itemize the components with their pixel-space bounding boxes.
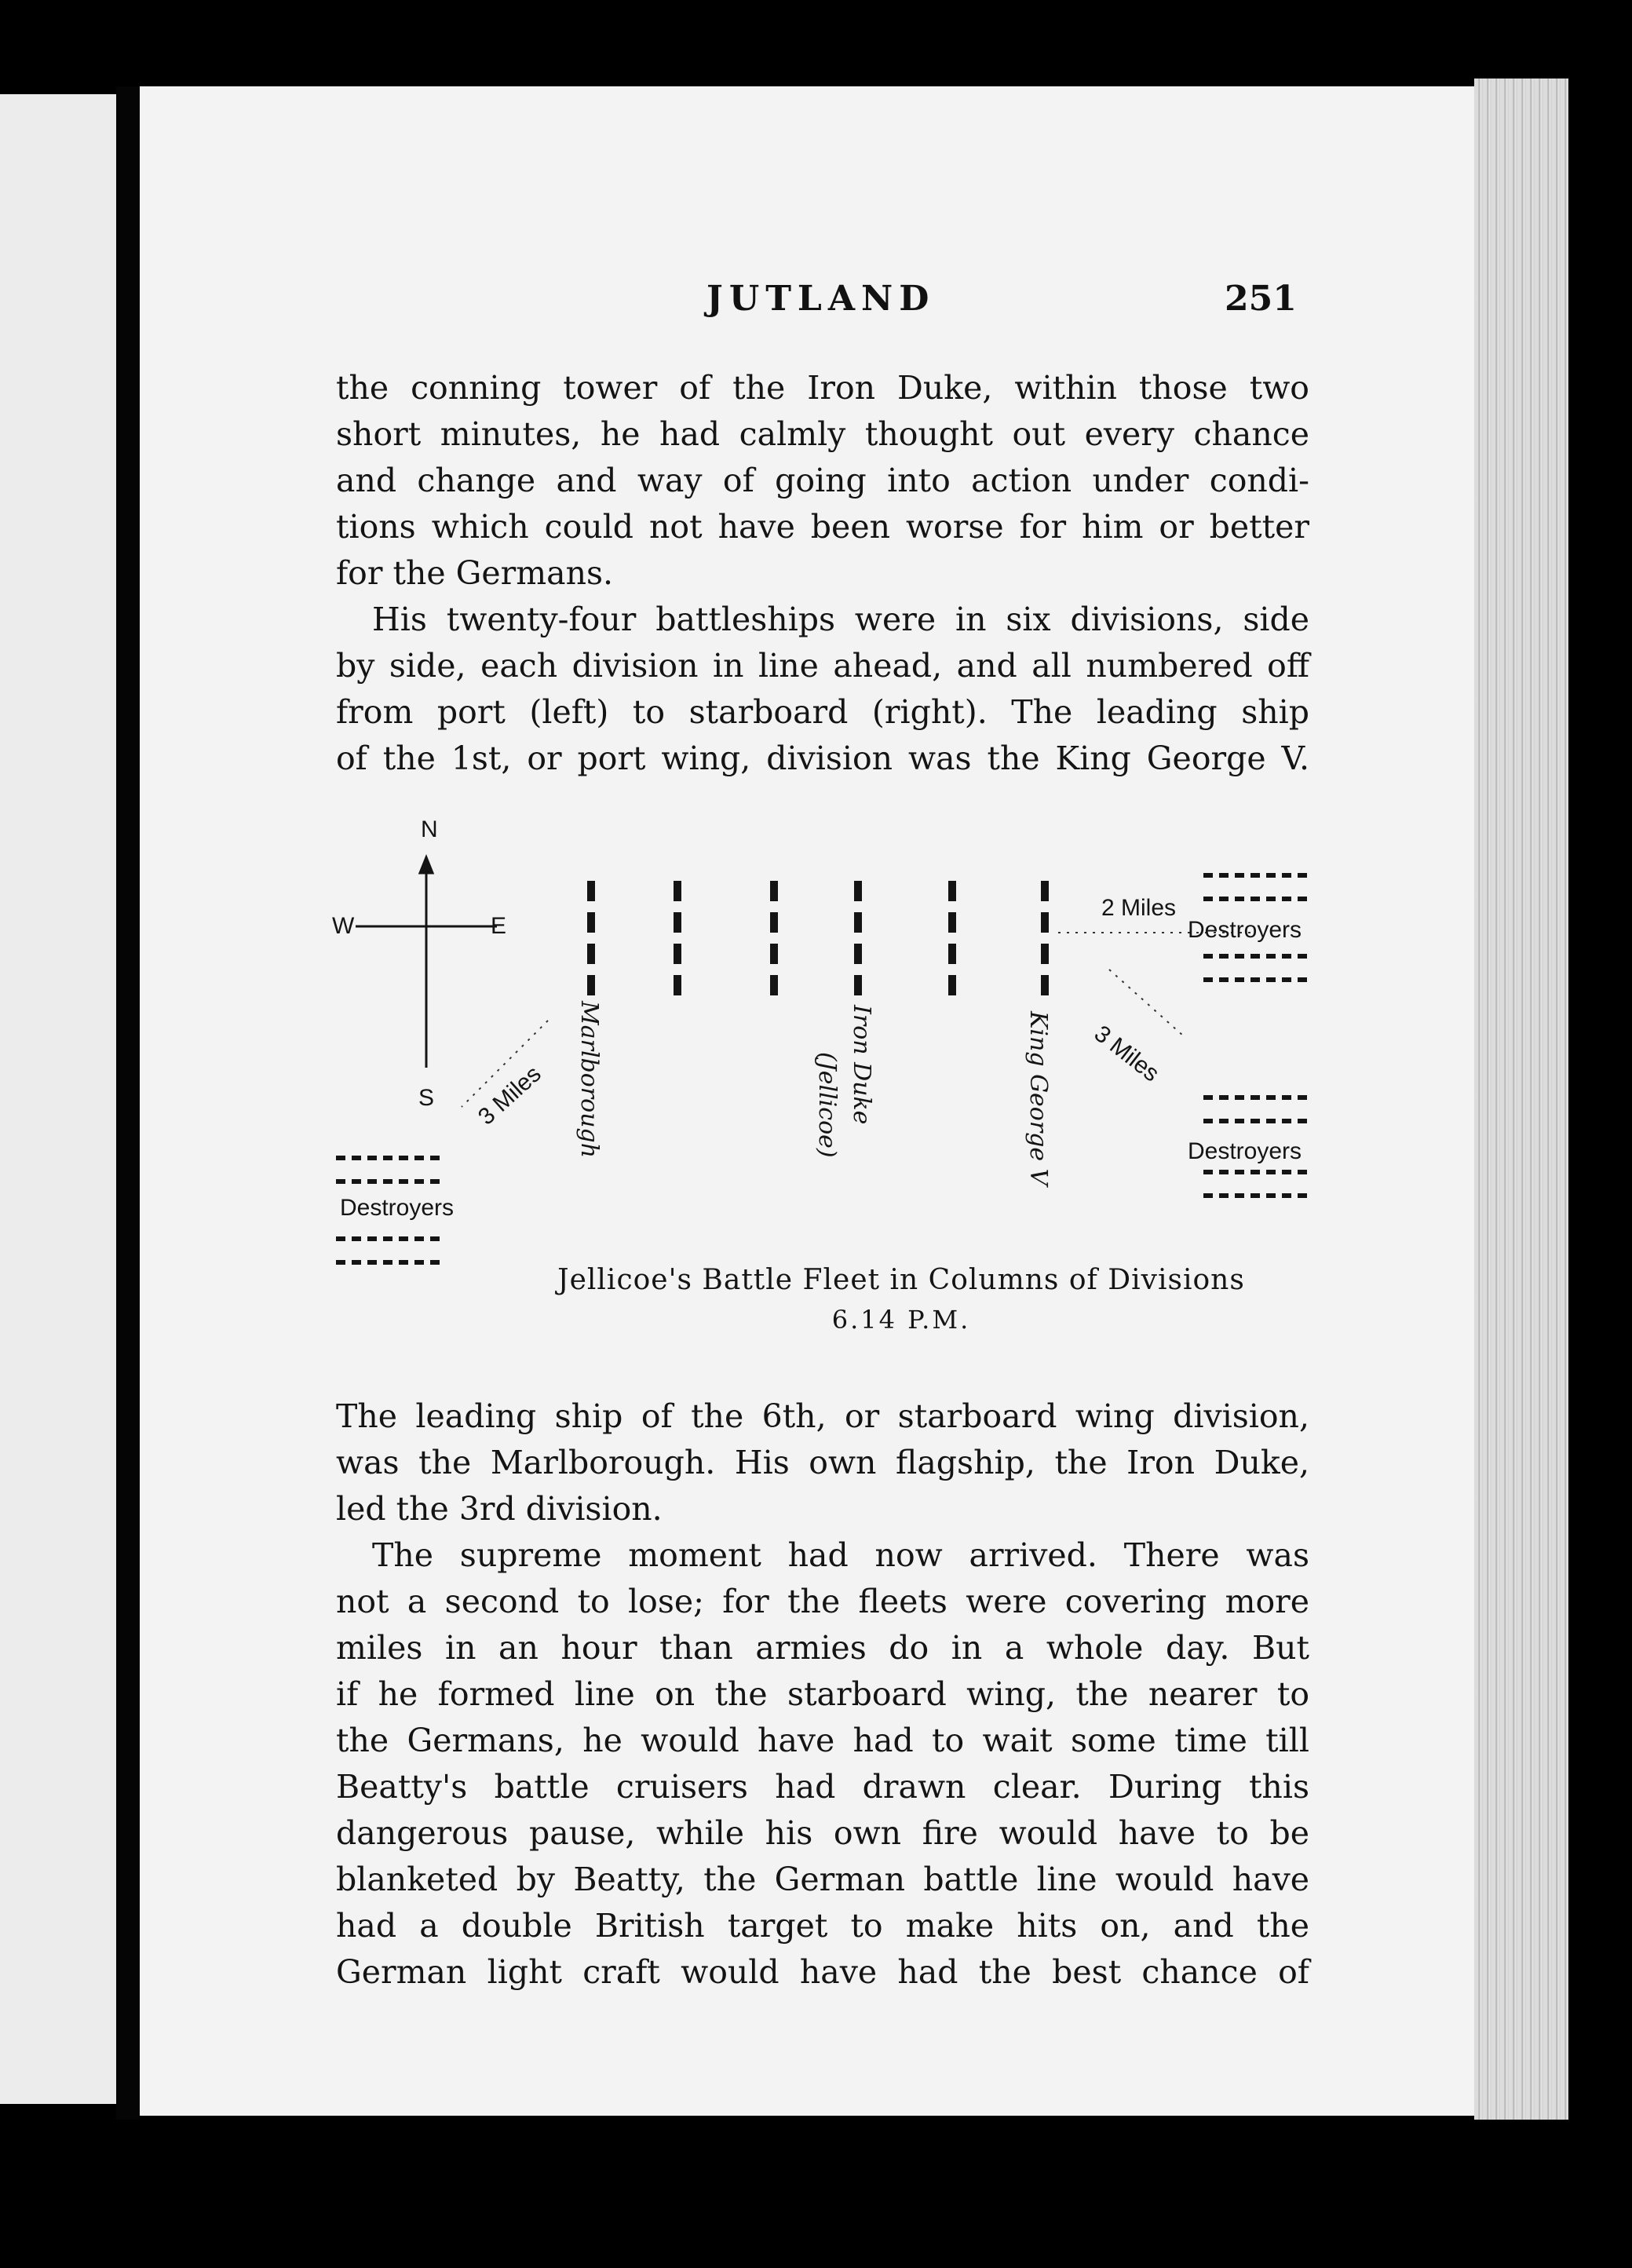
battleship-mark [1041,975,1049,995]
distance-marker-right [1109,970,1184,1036]
destroyer-mark-top-right [1282,873,1291,878]
destroyers-label-bottom-left: Destroyers [340,1195,455,1221]
text-line: His twenty-four battleships were in six divisions, side [372,601,1309,638]
text-line: had a double British target to make hits on, and the [336,1907,1309,1945]
destroyer-mark-bottom-right [1203,1095,1213,1100]
destroyer-mark-bottom-left [336,1179,345,1184]
text-line: the conning tower of the Iron Duke, within those two [336,369,1309,407]
battleship-columns [587,881,1049,995]
battleship-mark [674,881,681,901]
book-gutter [116,86,140,2120]
destroyer-mark-bottom-left [383,1179,392,1184]
compass-east-label: E [491,913,507,939]
battleship-mark [854,912,862,933]
destroyer-mark-bottom-right [1250,1119,1260,1123]
diagram-caption: Jellicoe's Battle Fleet in Columns of Divisions [557,1264,1245,1296]
destroyer-mark-bottom-left [383,1260,392,1265]
distance-label-top: 2 Miles [1101,895,1177,921]
battleship-mark [770,944,778,964]
text-line: miles in an hour than armies do in a whole day. But [336,1629,1309,1667]
destroyer-mark-bottom-right [1203,1119,1213,1123]
text-line: of the 1st, or port wing, division was the King George V. [336,740,1309,777]
destroyer-mark-bottom-right [1266,1119,1276,1123]
destroyer-mark-bottom-left [336,1236,345,1241]
destroyer-mark-top-right [1250,873,1260,878]
destroyer-mark-bottom-left [399,1156,408,1160]
destroyer-mark-top-right [1203,873,1213,878]
destroyer-mark-bottom-right [1219,1170,1229,1174]
facing-page-edge [0,94,116,2104]
destroyer-mark-bottom-left [367,1236,377,1241]
destroyer-mark-top-right [1266,977,1276,982]
battleship-mark [854,944,862,964]
text-block-bottom [336,1393,1309,1996]
destroyer-mark-bottom-left [414,1179,424,1184]
text-block-top [336,365,1309,782]
battleship-mark [770,881,778,901]
destroyer-mark-top-right [1298,977,1307,982]
destroyer-mark-bottom-right [1203,1170,1213,1174]
destroyer-mark-bottom-right [1219,1095,1229,1100]
north-arrow-icon [420,857,433,873]
destroyer-mark-top-right [1250,897,1260,901]
text-line: The leading ship of the 6th, or starboard wing division, [336,1397,1309,1435]
destroyer-mark-top-right [1219,897,1229,901]
destroyer-mark-bottom-right [1235,1119,1244,1123]
destroyer-mark-bottom-right [1250,1170,1260,1174]
battleship-mark [948,975,956,995]
fleet-diagram [140,809,1474,1358]
destroyer-mark-bottom-left [352,1236,361,1241]
diagram-caption-time: 6.14 P.M. [831,1305,971,1335]
destroyer-mark-bottom-right [1266,1193,1276,1198]
ship-label-jellicoe: (Jellicoe) [813,1052,841,1158]
text-line: not a second to lose; for the fleets were covering more [336,1583,1309,1620]
destroyer-mark-bottom-right [1219,1119,1229,1123]
destroyer-mark-bottom-right [1250,1095,1260,1100]
destroyer-mark-top-right [1219,954,1229,959]
battleship-mark [854,975,862,995]
destroyers-label-top-right: Destroyers [1188,917,1302,943]
text-line: tions which could not have been worse for him or better [336,508,1309,546]
destroyer-mark-bottom-left [414,1260,424,1265]
text-line: was the Marlborough. His own flagship, the Iron Duke, [336,1444,1309,1481]
destroyer-mark-bottom-right [1298,1193,1307,1198]
battleship-mark [770,975,778,995]
destroyer-mark-top-right [1219,977,1229,982]
text-line: and change and way of going into action under condi- [336,462,1309,499]
destroyer-mark-bottom-right [1219,1193,1229,1198]
destroyer-mark-bottom-right [1235,1193,1244,1198]
destroyer-mark-bottom-left [414,1236,424,1241]
page-number: 251 [1225,279,1297,319]
destroyer-mark-bottom-left [430,1236,440,1241]
destroyer-mark-bottom-right [1266,1170,1276,1174]
text-line: The supreme moment had now arrived. There was [372,1536,1309,1574]
destroyer-mark-bottom-right [1282,1193,1291,1198]
destroyer-mark-top-right [1298,897,1307,901]
battleship-mark [587,881,595,901]
text-line: for the Germans. [336,554,614,592]
battleship-mark [587,944,595,964]
destroyer-mark-bottom-left [367,1260,377,1265]
destroyer-mark-top-right [1203,977,1213,982]
text-line: blanketed by Beatty, the German battle line would have [336,1861,1309,1898]
destroyer-mark-top-right [1282,977,1291,982]
compass-south-label: S [418,1085,435,1111]
page-stack-edge [1474,79,1568,2120]
battleship-mark [854,881,862,901]
destroyer-mark-top-right [1203,954,1213,959]
destroyer-mark-bottom-left [336,1156,345,1160]
destroyer-mark-bottom-left [367,1156,377,1160]
destroyer-mark-bottom-left [414,1156,424,1160]
distance-label-left: 3 Miles [473,1061,546,1130]
destroyer-mark-top-right [1235,873,1244,878]
text-line: dangerous pause, while his own fire would have to be [336,1814,1309,1852]
destroyer-mark-top-right [1203,897,1213,901]
battleship-mark [948,881,956,901]
destroyer-mark-bottom-left [430,1260,440,1265]
destroyer-mark-bottom-left [352,1260,361,1265]
running-title: JUTLAND [706,279,936,319]
text-line: German light craft would have had the best chance of [336,1953,1309,1991]
destroyer-mark-bottom-left [399,1179,408,1184]
destroyer-mark-bottom-left [430,1179,440,1184]
destroyer-mark-bottom-left [383,1236,392,1241]
destroyer-mark-bottom-left [367,1179,377,1184]
destroyer-mark-top-right [1250,954,1260,959]
destroyer-mark-bottom-left [430,1156,440,1160]
ship-label-marlborough: Marlborough [575,1001,603,1159]
distance-label-right: 3 Miles [1089,1021,1164,1087]
destroyer-mark-top-right [1266,897,1276,901]
destroyers-label-bottom-right: Destroyers [1188,1138,1302,1164]
ship-label-iron-duke: Iron Duke [848,1005,875,1125]
destroyer-mark-bottom-left [399,1260,408,1265]
battleship-mark [1041,944,1049,964]
text-line: short minutes, he had calmly thought out every chance [336,415,1309,453]
destroyer-mark-bottom-left [383,1156,392,1160]
scan-border [1568,79,1632,2120]
destroyer-mark-bottom-left [352,1156,361,1160]
destroyer-mark-bottom-left [336,1260,345,1265]
text-line: Beatty's battle cruisers had drawn clear. During this [336,1768,1309,1806]
destroyer-mark-top-right [1235,977,1244,982]
battleship-mark [587,912,595,933]
destroyer-mark-bottom-right [1282,1095,1291,1100]
battleship-mark [674,975,681,995]
destroyer-mark-bottom-right [1266,1095,1276,1100]
destroyer-mark-top-right [1266,954,1276,959]
battleship-mark [1041,881,1049,901]
destroyer-mark-bottom-right [1282,1170,1291,1174]
battleship-mark [770,912,778,933]
battleship-mark [674,944,681,964]
text-line: by side, each division in line ahead, and all numbered off [336,647,1309,685]
ship-label-king-george-v: King George V [1024,1011,1052,1186]
destroyer-mark-bottom-right [1282,1119,1291,1123]
destroyer-mark-bottom-right [1298,1095,1307,1100]
destroyer-mark-bottom-right [1235,1170,1244,1174]
destroyer-mark-top-right [1250,977,1260,982]
destroyer-mark-top-right [1282,954,1291,959]
compass-north-label: N [421,816,438,842]
battleship-mark [948,912,956,933]
destroyer-mark-bottom-right [1250,1193,1260,1198]
destroyer-mark-bottom-right [1235,1095,1244,1100]
battleship-mark [948,944,956,964]
destroyer-mark-top-right [1219,873,1229,878]
text-line: if he formed line on the starboard wing, the nearer to [336,1675,1309,1713]
battleship-mark [587,975,595,995]
text-line: from port (left) to starboard (right). The leading ship [336,693,1309,731]
destroyer-mark-top-right [1282,897,1291,901]
destroyer-mark-bottom-right [1298,1170,1307,1174]
compass-west-label: W [332,913,355,939]
compass [356,857,497,1068]
text-line: the Germans, he would have had to wait some time till [336,1722,1309,1759]
battleship-mark [1041,912,1049,933]
destroyer-mark-top-right [1298,873,1307,878]
destroyer-mark-top-right [1266,873,1276,878]
battleship-mark [674,912,681,933]
destroyer-mark-top-right [1298,954,1307,959]
destroyer-mark-bottom-left [399,1236,408,1241]
destroyer-mark-bottom-right [1203,1193,1213,1198]
text-line: led the 3rd division. [336,1490,663,1528]
destroyer-mark-top-right [1235,897,1244,901]
destroyer-mark-top-right [1235,954,1244,959]
destroyer-mark-bottom-right [1298,1119,1307,1123]
destroyer-mark-bottom-left [352,1179,361,1184]
